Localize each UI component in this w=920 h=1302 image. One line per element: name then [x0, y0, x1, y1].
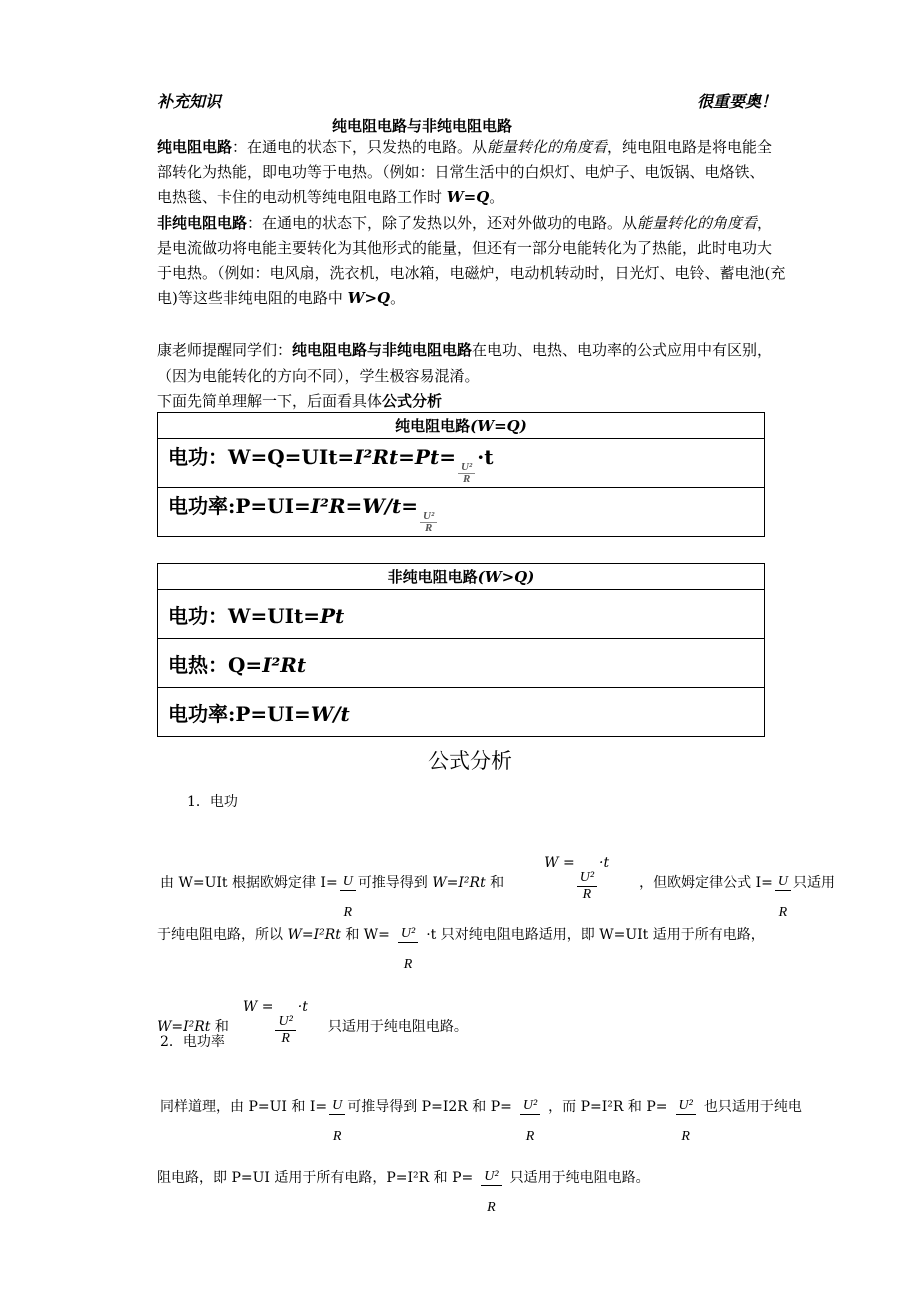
- fraction: $\frac{\text{U²}}{R}$: [520, 1098, 540, 1145]
- pure-resistance-table: [157, 412, 765, 537]
- p1-line1: [157, 137, 772, 157]
- text: 。: [390, 289, 406, 307]
- analysis-line1: 由 W=UIt 根据欧姆定律 I= $\frac{U}{R}$ 可推导得到 W=I²Rt 和W = $\frac{\text{U²}}{R}$ ·t，但欧姆定律公式 I= $\frac{U}{R}$ 只适用: [160, 855, 835, 920]
- fraction: $\frac{\text{U²}}{R}$: [676, 1098, 696, 1145]
- p3-line1: [157, 340, 772, 360]
- p2-line4: [157, 288, 405, 308]
- subsection-2: 2．电功率: [160, 1034, 225, 1050]
- p2-line3: 于电热。（例如：电风扇，洗衣机，电冰箱，电磁炉，电动机转动时，日光灯、电铃、蓄电池(充: [157, 264, 786, 282]
- analysis-line5: 阻电路，即 P=UI 适用于所有电路，P=I²R 和 P= $\frac{\text{U²}}{R}$ 只适用于纯电阻电路。: [157, 1169, 650, 1215]
- table-row-work: 电功：W=Q=UIt=I²Rt=Pt= $\frac{\text{U²}}{R}$ ·t: [158, 439, 765, 488]
- emphasis: 公式分析: [382, 392, 443, 410]
- p1-line2: 部转化为热能，即电功等于电热。（例如：日常生活中的白炽灯、电炉子、电饭锅、电烙铁、: [157, 163, 765, 181]
- fraction: $\frac{U}{R}$: [340, 874, 356, 921]
- p3-line2: （因为电能转化的方向不同），学生极容易混淆。: [157, 367, 480, 385]
- term: 非纯电阻电路: [157, 214, 248, 232]
- fraction: $\frac{U}{R}$: [775, 874, 791, 921]
- emphasis: 能量转化的角度看: [487, 138, 608, 156]
- text: 。: [489, 188, 505, 206]
- fraction: $\frac{\text{U²}}{R}$: [398, 926, 418, 973]
- analysis-line3: W=I²Rt 和W = $\frac{\text{U²}}{R}$ ·t只适用于纯电阻电路。: [157, 999, 468, 1046]
- doc-title: 纯电阻电路与非纯电阻电路: [332, 117, 513, 135]
- section-title: 公式分析: [428, 749, 512, 773]
- fraction: $\frac{\text{U²}}{R}$: [420, 511, 437, 534]
- subsection-1: 1．电功: [187, 794, 238, 810]
- analysis-line4: 同样道理，由 P=UI 和 I= $\frac{U}{R}$ 可推导得到 P=I2R 和 P= $\frac{\text{U²}}{R}$ ，而 P=I²R 和 P= $\frac{\text{U²}}{R}$ 也只适用于纯电: [160, 1098, 802, 1144]
- p1-line3: [157, 187, 504, 207]
- text: ，: [757, 214, 773, 232]
- text: ：在通电的状态下，只发热的电路。从: [232, 138, 488, 156]
- table-header: 纯电阻电路(W=Q): [158, 413, 765, 439]
- table-row-power: 电功率:P=UI=I²R=W/t= $\frac{\text{U²}}{R}$: [158, 488, 765, 537]
- header-right: 很重要奥！: [697, 92, 778, 111]
- fraction: $\frac{U}{R}$: [329, 1098, 345, 1145]
- fraction: $\frac{\text{U²}}{R}$: [275, 1014, 295, 1047]
- text: 下面先简单理解一下，后面看具体: [157, 392, 383, 410]
- table-header: 非纯电阻电路(W>Q): [158, 564, 765, 590]
- fraction: $\frac{\text{U²}}{R}$: [458, 462, 475, 485]
- table-row-power: 电功率:P=UI=W/t: [158, 688, 765, 737]
- p2-line1: [157, 213, 772, 233]
- fraction: $\frac{\text{U²}}{R}$: [481, 1169, 501, 1216]
- text: 康老师提醒同学们：: [157, 341, 293, 359]
- non-pure-resistance-table: [157, 563, 765, 737]
- text: 电)等这些非纯电阻的电路中: [157, 289, 348, 307]
- table-row-heat: 电热：Q=I²Rt: [158, 639, 765, 688]
- p2-line2: 是电流做功将电能主要转化为其他形式的能量，但还有一部分电能转化为了热能，此时电功大: [157, 239, 773, 257]
- formula: W=Q: [446, 188, 490, 206]
- emphasis: 能量转化的角度看: [637, 214, 758, 232]
- text: 在电功、电热、电功率的公式应用中有区别，: [472, 341, 773, 359]
- analysis-line2: 于纯电阻电路，所以 W=I²Rt 和 W= $\frac{\text{U²}}{R}$ ·t 只对纯电阻电路适用，即 W=UIt 适用于所有电路，: [157, 926, 765, 972]
- text: ，纯电阻电路是将电能全: [607, 138, 773, 156]
- header-left: 补充知识: [157, 92, 222, 111]
- p3-line3: [157, 391, 442, 411]
- formula: W>Q: [347, 289, 391, 307]
- fraction: $\frac{\text{U²}}{R}$: [577, 870, 597, 903]
- text: 电热毯、卡住的电动机等纯电阻电路工作时: [157, 188, 447, 206]
- text: ：在通电的状态下，除了发热以外，还对外做功的电路。从: [247, 214, 638, 232]
- emphasis: 纯电阻电路与非纯电阻电路: [292, 341, 473, 359]
- table-row-work: 电功：W=UIt=Pt: [158, 590, 765, 639]
- term: 纯电阻电路: [157, 138, 233, 156]
